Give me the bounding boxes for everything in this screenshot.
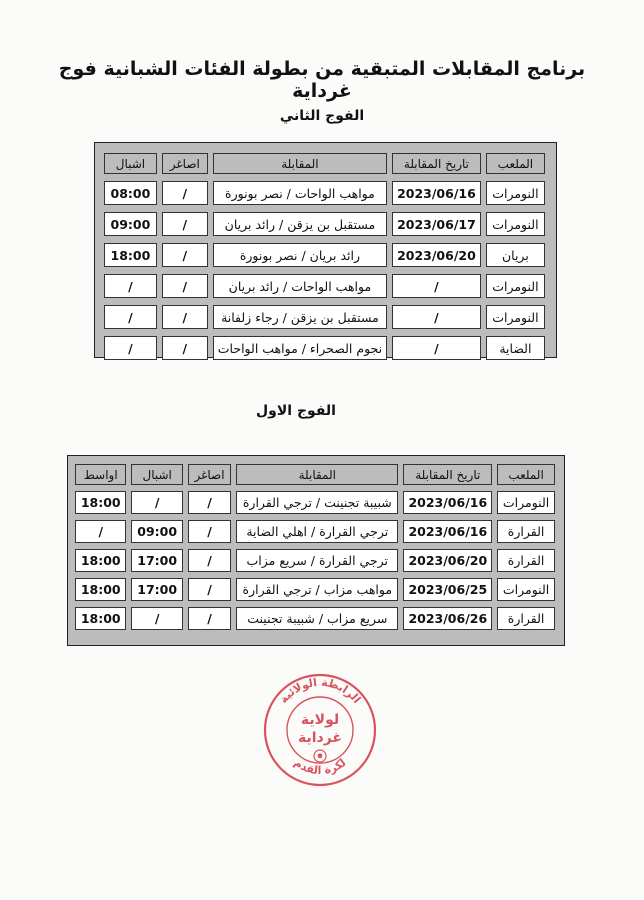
header-match: المقابلة — [213, 153, 387, 174]
document-title: برنامج المقابلات المتبقية من بطولة الفئات الشبانية فوج غرداية — [58, 58, 586, 102]
cadets-cell: / — [131, 607, 182, 630]
match-cell: رائد بريان / نصر بونورة — [213, 243, 387, 267]
svg-text:لكرة القدم — [292, 756, 349, 777]
table-row — [104, 305, 545, 329]
match-cell: نجوم الصحراء / مواهب الواحات — [213, 336, 387, 360]
minimes-cell: / — [188, 549, 231, 572]
juniors-cell: 18:00 — [75, 549, 126, 572]
stadium-cell: النومرات — [486, 305, 545, 329]
match-cell: مواهب الواحات / رائد بريان — [213, 274, 387, 298]
table-header-row — [104, 153, 545, 174]
match-cell: ترجي القرارة / اهلي الضاية — [236, 520, 398, 543]
cadets-cell: / — [104, 336, 157, 360]
minimes-cell: / — [188, 491, 231, 514]
table-row — [104, 336, 545, 360]
stadium-cell: النومرات — [497, 578, 555, 601]
football-icon — [314, 750, 326, 762]
table-row — [104, 243, 545, 267]
minimes-cell: / — [162, 274, 208, 298]
minimes-cell: / — [162, 212, 208, 236]
date-cell: 2023/06/16 — [403, 491, 492, 514]
header-cadets: اشبال — [104, 153, 157, 174]
cadets-cell: 17:00 — [131, 578, 182, 601]
cadets-cell: 09:00 — [104, 212, 157, 236]
header-date: تاريخ المقابلة — [392, 153, 481, 174]
table-header-row — [75, 464, 555, 485]
cadets-cell: 09:00 — [131, 520, 182, 543]
table-row — [104, 274, 545, 298]
table-row — [75, 491, 555, 514]
stadium-cell: القرارة — [497, 607, 555, 630]
group2-schedule-table — [99, 146, 550, 367]
juniors-cell: 18:00 — [75, 578, 126, 601]
date-cell: / — [392, 274, 481, 298]
match-cell: شبيبة تجنينت / ترجي القرارة — [236, 491, 398, 514]
date-cell: / — [392, 305, 481, 329]
svg-text:الرابطة الولائية — [277, 676, 363, 706]
stadium-cell: النومرات — [486, 274, 545, 298]
table-row — [104, 212, 545, 236]
header-minimes: اصاغر — [188, 464, 231, 485]
stadium-cell: بريان — [486, 243, 545, 267]
date-cell: 2023/06/20 — [392, 243, 481, 267]
stadium-cell: النومرات — [486, 212, 545, 236]
cadets-cell: 18:00 — [104, 243, 157, 267]
stadium-cell: القرارة — [497, 520, 555, 543]
group1-schedule-table — [70, 458, 560, 636]
group2-table-frame — [94, 142, 557, 358]
header-stadium: الملعب — [486, 153, 545, 174]
stadium-cell: النومرات — [486, 181, 545, 205]
date-cell: 2023/06/20 — [403, 549, 492, 572]
juniors-cell: 18:00 — [75, 607, 126, 630]
minimes-cell: / — [188, 607, 231, 630]
league-stamp — [262, 672, 378, 788]
minimes-cell: / — [162, 305, 208, 329]
table-row — [75, 520, 555, 543]
stamp-line-2: غرداية — [297, 730, 343, 746]
header-match: المقابلة — [236, 464, 398, 485]
date-cell: 2023/06/17 — [392, 212, 481, 236]
stamp-bottom-text: لكرة القدم — [291, 755, 349, 778]
minimes-cell: / — [188, 578, 231, 601]
date-cell: 2023/06/25 — [403, 578, 492, 601]
minimes-cell: / — [162, 243, 208, 267]
group1-heading: الفوج الاول — [256, 403, 336, 419]
header-minimes: اصاغر — [162, 153, 208, 174]
stadium-cell: القرارة — [497, 549, 555, 572]
group2-heading: الفوج الثاني — [279, 108, 365, 124]
date-cell: 2023/06/26 — [403, 607, 492, 630]
date-cell: / — [392, 336, 481, 360]
table-row — [104, 181, 545, 205]
match-cell: ترجي القرارة / سريع مزاب — [236, 549, 398, 572]
header-cadets: اشبال — [131, 464, 182, 485]
match-cell: مواهب الواحات / نصر بونورة — [213, 181, 387, 205]
stamp-line-1: لولاية — [300, 712, 340, 728]
table-row — [75, 578, 555, 601]
match-cell: مواهب مزاب / ترجي القرارة — [236, 578, 398, 601]
stadium-cell: النومرات — [497, 491, 555, 514]
cadets-cell: 08:00 — [104, 181, 157, 205]
date-cell: 2023/06/16 — [392, 181, 481, 205]
table-row — [75, 549, 555, 572]
date-cell: 2023/06/16 — [403, 520, 492, 543]
stadium-cell: الضاية — [486, 336, 545, 360]
header-date: تاريخ المقابلة — [403, 464, 492, 485]
cadets-cell: / — [104, 274, 157, 298]
stamp-top-text: الرابطة الولائية — [276, 675, 364, 706]
table-row — [75, 607, 555, 630]
minimes-cell: / — [162, 181, 208, 205]
juniors-cell: / — [75, 520, 126, 543]
cadets-cell: 17:00 — [131, 549, 182, 572]
juniors-cell: 18:00 — [75, 491, 126, 514]
cadets-cell: / — [131, 491, 182, 514]
cadets-cell: / — [104, 305, 157, 329]
minimes-cell: / — [188, 520, 231, 543]
match-cell: مستقبل بن يزقن / رجاء زلفانة — [213, 305, 387, 329]
group1-table-frame — [67, 455, 565, 646]
match-cell: سريع مزاب / شبيبة تجنينت — [236, 607, 398, 630]
header-stadium: الملعب — [497, 464, 555, 485]
minimes-cell: / — [162, 336, 208, 360]
header-juniors: اواسط — [75, 464, 126, 485]
match-cell: مستقبل بن يزقن / رائد بريان — [213, 212, 387, 236]
